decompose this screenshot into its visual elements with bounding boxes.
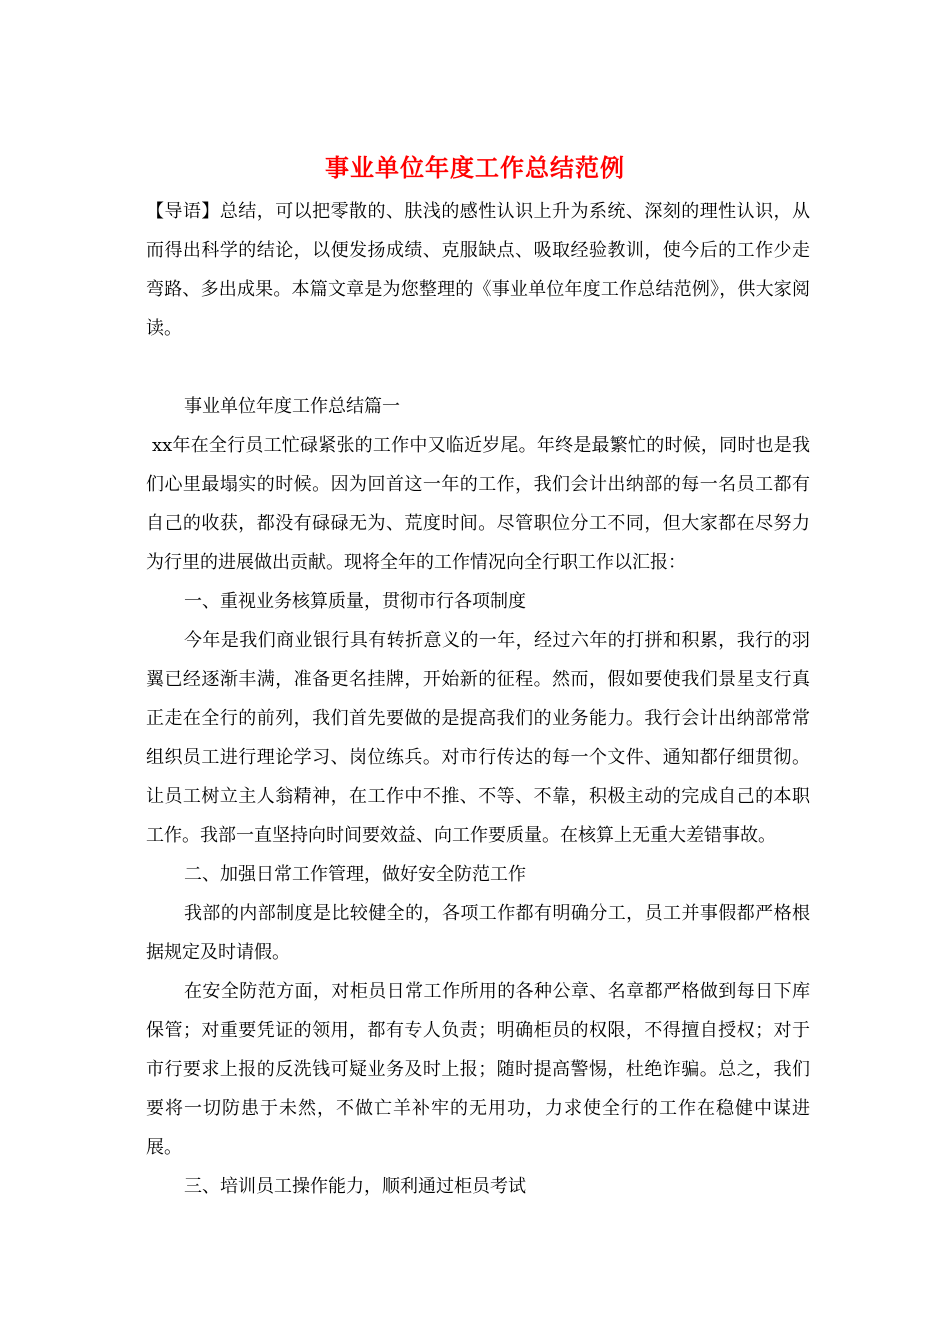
heading-3: 三、培训员工操作能力，顺利通过柜员考试 (184, 1176, 526, 1197)
paragraph-4: 在安全防范方面，对柜员日常工作所用的各种公章、名章都严格做到每日下库保管；对重要凭证的领用，都有专人负责；明确柜员的权限，不得擅自授权；对于市行要求上报的反洗钱可疑业务及时上报；随时提高警惕，杜绝诈骗。总之，我们要将一切防患于未然，不做亡羊补牢的无用功，力求使全行的工作在稳健中谋进展。 (146, 981, 810, 1158)
heading-2: 二、加强日常工作管理，做好安全防范工作 (184, 864, 526, 885)
paragraph-2: 今年是我们商业银行具有转折意义的一年，经过六年的打拼和积累，我行的羽翼已经逐渐丰满，准备更名挂牌，开始新的征程。然而，假如要使我们景星支行真正走在全行的前列，我们首先要做的是提高我们的业务能力。我行会计出纳部常常组织员工进行理论学习、岗位练兵。对市行传达的每一个文件、通知都仔细贯彻。让员工树立主人翁精神，在工作中不推、不等、不靠，积极主动的完成自己的本职工作。我部一直坚持向时间要效益、向工作要质量。在核算上无重大差错事故。 (146, 630, 810, 846)
heading-1: 一、重视业务核算质量，贯彻市行各项制度 (184, 591, 526, 612)
section-title: 事业单位年度工作总结篇一 (184, 396, 400, 417)
paragraph-1: xx年在全行员工忙碌紧张的工作中又临近岁尾。年终是最繁忙的时候，同时也是我们心里最塌实的时候。因为回首这一年的工作，我们会计出纳部的每一名员工都有自己的收获，都没有碌碌无为、荒度时间。尽管职位分工不同，但大家都在尽努力为行里的进展做出贡献。现将全年的工作情况向全行职工作以汇报： (146, 435, 810, 573)
paragraph-3: 我部的内部制度是比较健全的，各项工作都有明确分工，员工并事假都严格根据规定及时请假。 (146, 903, 810, 963)
intro-paragraph: 【导语】总结，可以把零散的、肤浅的感性认识上升为系统、深刻的理性认识，从而得出科学的结论，以便发扬成绩、克服缺点、吸取经验教训，使今后的工作少走弯路、多出成果。本篇文章是为您整理的《事业单位年度工作总结范例》，供大家阅读。 (146, 201, 810, 339)
document-body (146, 192, 810, 1206)
document-title: 事业单位年度工作总结范例 (325, 153, 625, 182)
paragraph-spacer (146, 348, 810, 387)
